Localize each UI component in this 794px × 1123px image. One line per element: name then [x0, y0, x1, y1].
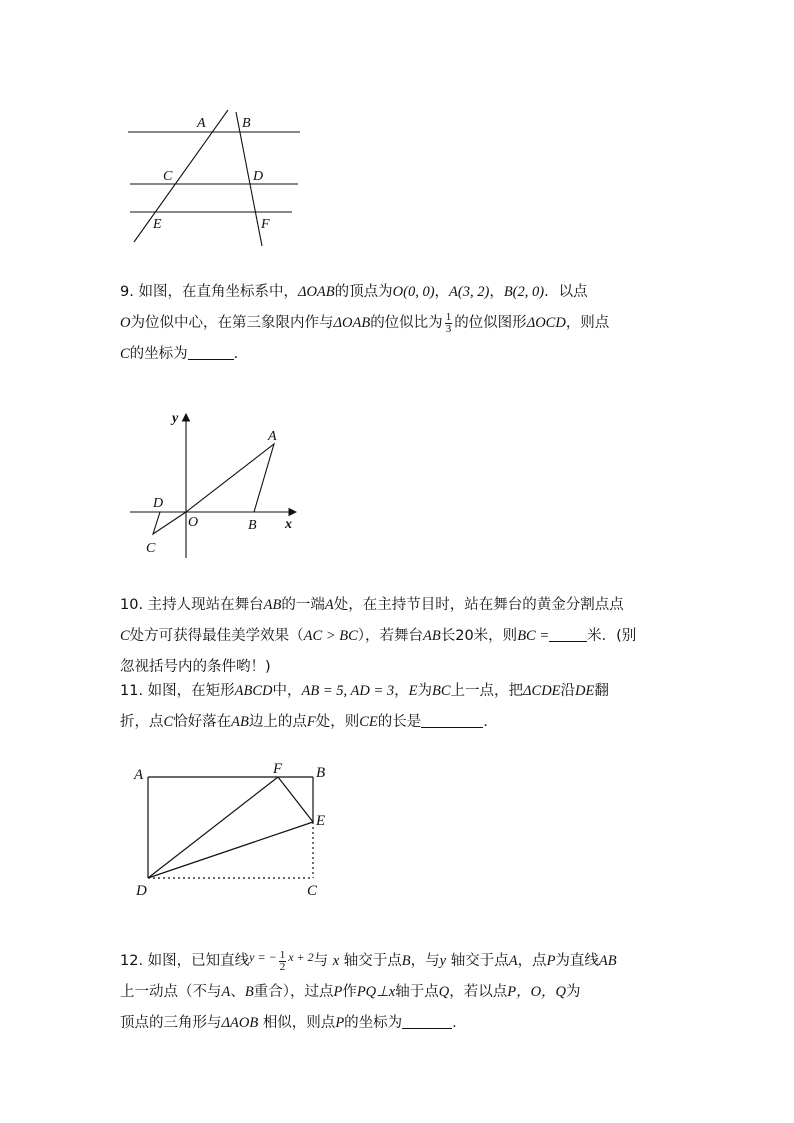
label-B: B — [242, 116, 251, 131]
label-D: D — [153, 496, 164, 511]
slope-fraction: $\frac{1}{2}$ — [279, 948, 286, 973]
answer-blank[interactable] — [421, 713, 483, 728]
segment-fe — [278, 777, 313, 822]
question-number: 10. — [120, 597, 144, 613]
label-O: O — [188, 515, 199, 530]
label-F: F — [261, 217, 270, 232]
figure-coordinate-triangles — [120, 400, 320, 560]
label-D: D — [253, 169, 264, 184]
label-A: A — [197, 116, 206, 131]
label-D: D — [136, 883, 147, 899]
question-number: 9. — [120, 284, 134, 300]
segment-de — [148, 822, 313, 878]
answer-blank[interactable] — [549, 627, 587, 642]
question-11: 11. 如图，在矩形ABCD中，AB = 5, AD = 3，E为BC上一点，把ΔCDE沿DE翻 折，点C恰好落在AB边上的点F处，则CE的长是 . — [120, 683, 609, 730]
label-F: F — [273, 761, 283, 777]
label-E: E — [316, 813, 326, 829]
triangle-oab — [186, 444, 274, 512]
label-y: y — [172, 411, 179, 426]
triangle-ocd — [153, 512, 186, 534]
label-E: E — [153, 217, 162, 232]
question-number: 11. — [120, 683, 144, 699]
label-B: B — [316, 765, 326, 781]
label-C: C — [146, 541, 156, 556]
question-number: 12. — [120, 953, 144, 969]
ratio-fraction: $\frac{1}{3}$ — [445, 310, 452, 335]
question-12: 12. 如图，已知直线$^{y = -}$ $\frac{1}{2}$ $^{x + 2}$与 x 轴交于点B，与y 轴交于点A，点P为直线AB 上一动点（不与A、B重合），过点P作PQ⊥x轴于点Q，若以点P，O，Q为 顶点的三角形与ΔAOB 相似，则点P的坐标为 . — [120, 948, 617, 1031]
label-C: C — [163, 169, 173, 184]
segment-df — [148, 777, 278, 878]
answer-blank[interactable] — [188, 345, 234, 360]
label-A: A — [134, 767, 144, 783]
figure-parallel-lines — [120, 100, 320, 260]
label-B: B — [248, 518, 257, 533]
label-C: C — [307, 883, 318, 899]
label-A: A — [268, 429, 277, 444]
label-x: x — [285, 517, 292, 532]
question-9: 9. 如图，在直角坐标系中，ΔOAB的顶点为O(0, 0)，A(3, 2)，B(2, 0)．以点 O为位似中心，在第三象限内作与ΔOAB的位似比为 $\frac{1}{3}$ 的位似图形ΔOCD，则点 C的坐标为 . — [120, 284, 610, 362]
question-10: 10. 主持人现站在舞台AB的一端A处，在主持节目时，站在舞台的黄金分割点点 C处方可获得最佳美学效果（AC > BC），若舞台AB长20米，则BC = 米．(别 忽视括号内的条件哟！) — [120, 597, 637, 675]
figure-rectangle-fold — [120, 755, 350, 905]
transversal-ace — [134, 110, 228, 242]
answer-blank[interactable] — [402, 1014, 452, 1029]
